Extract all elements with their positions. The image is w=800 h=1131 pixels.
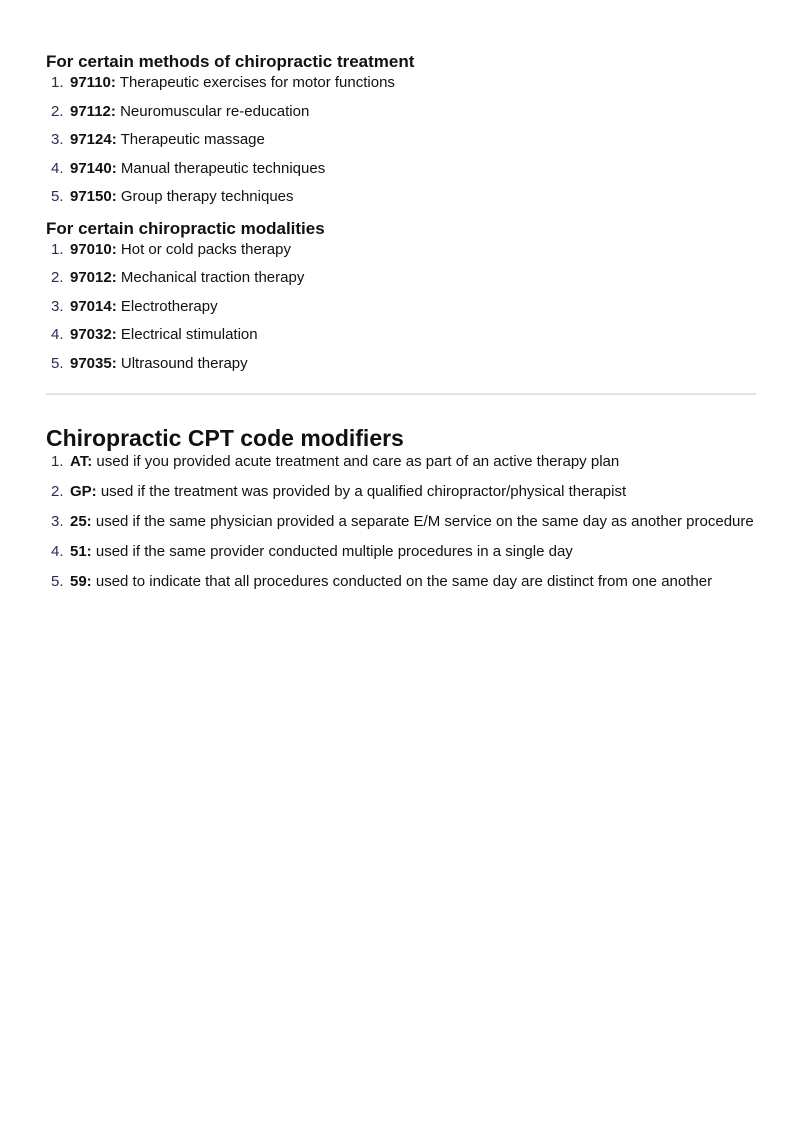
list-number: 4. [51,159,64,177]
code-description: Electrotherapy [120,297,218,315]
list-number: 3. [51,297,64,315]
modifier-description: used to indicate that all procedures conducted on the same day are distinct from one another [95,572,713,590]
code-description: Manual therapeutic techniques [120,159,326,177]
list-number: 2. [51,269,64,286]
list-item [46,453,756,471]
modalities-heading: For certain chiropractic modalities [46,218,325,238]
list-item [46,131,756,149]
modalities-list [46,241,756,373]
modifier-description: used if the same physician provided a separate E/M service on the same day as another procedure [95,512,754,530]
list-item [46,355,756,373]
list-number: 5. [51,188,64,205]
cpt-code: 97140: [70,159,117,177]
list-item [46,543,756,561]
cpt-code: 97012: [70,269,117,286]
list-number: 1. [51,240,64,258]
cpt-code: 97032: [70,326,117,343]
code-description: Therapeutic exercises for motor functions [119,74,395,91]
code-description: Hot or cold packs therapy [120,240,291,258]
list-number: 2. [51,102,64,120]
list-number: 5. [51,572,64,590]
treatment-methods-list [46,74,756,206]
document-page [46,50,756,603]
list-item [46,74,756,92]
code-description: Therapeutic massage [120,131,265,148]
list-item [46,269,756,287]
section-divider [46,393,756,395]
code-description: Mechanical traction therapy [120,269,305,286]
list-item [46,241,756,259]
modifier-code: AT: [70,452,93,470]
list-item [46,326,756,344]
code-description: Neuromuscular re-education [120,102,310,120]
list-number: 2. [51,482,64,500]
code-description: Ultrasound therapy [120,354,248,372]
modifier-code: 59: [70,572,92,590]
code-description: Group therapy techniques [120,188,294,205]
modifier-description: used if you provided acute treatment and care as part of an active therapy plan [96,452,620,470]
list-number: 5. [51,354,64,372]
cpt-code: 97150: [70,188,117,205]
modifier-code: 25: [70,512,92,530]
modifiers-list [46,453,756,591]
modifier-code: GP: [70,482,97,500]
cpt-code: 97010: [70,240,117,258]
list-number: 3. [51,512,64,530]
list-number: 4. [51,326,64,343]
list-number: 1. [51,452,64,470]
treatment-methods-heading: For certain methods of chiropractic treatment [46,52,415,71]
list-item [46,298,756,316]
list-item [46,160,756,178]
modifier-description: used if the same provider conducted multiple procedures in a single day [95,542,573,560]
cpt-code: 97035: [70,354,117,372]
list-item [46,483,756,501]
list-item [46,513,756,531]
list-number: 1. [51,74,64,91]
list-number: 3. [51,131,64,148]
list-number: 4. [51,542,64,560]
modifiers-title: Chiropractic CPT code modifiers [46,424,404,451]
cpt-code: 97014: [70,297,117,315]
list-item [46,573,756,591]
modifier-code: 51: [70,542,92,560]
cpt-code: 97110: [70,74,116,91]
code-description: Electrical stimulation [120,326,258,343]
cpt-code: 97124: [70,131,117,148]
list-item [46,188,756,206]
cpt-code: 97112: [70,102,116,120]
modifier-description: used if the treatment was provided by a qualified chiropractor/physical therapist [100,482,627,500]
list-item [46,103,756,121]
